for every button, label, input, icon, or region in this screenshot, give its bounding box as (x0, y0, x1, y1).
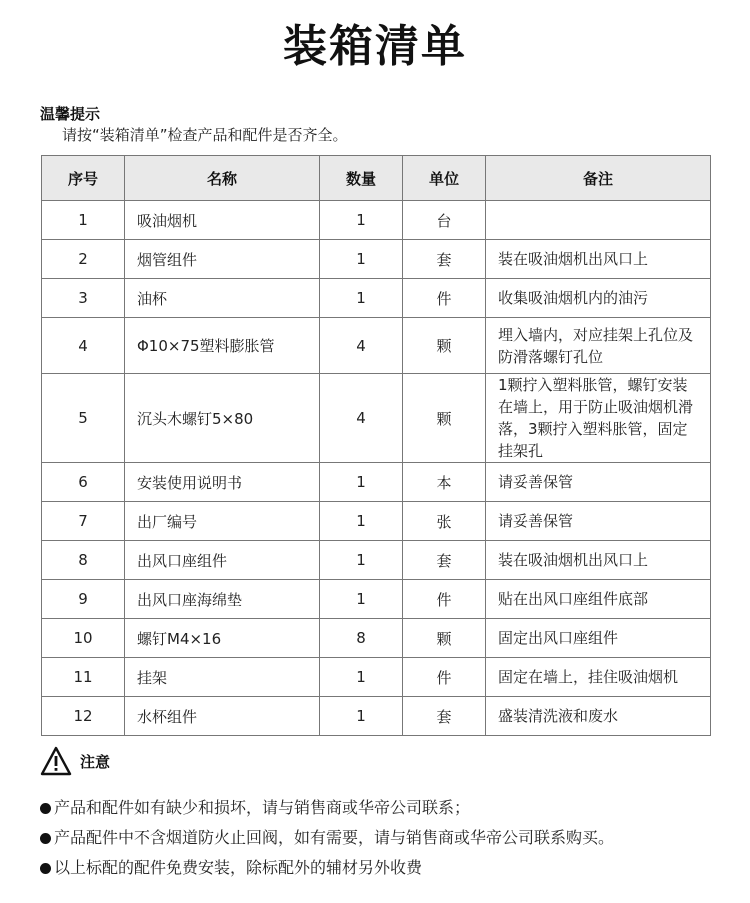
tip-text: 请按“装箱清单”检查产品和配件是否齐全。 (62, 126, 348, 144)
cell-unit: 件 (403, 658, 486, 697)
header-qty: 数量 (320, 156, 403, 201)
table-row (42, 541, 711, 580)
cell-note: 贴在出风口座组件底部 (486, 580, 711, 619)
cell-unit: 件 (403, 279, 486, 318)
cell-qty: 1 (320, 279, 403, 318)
list-item-text: 以上标配的配件免费安装，除标配外的辅材另外收费 (54, 858, 423, 877)
table-row (42, 697, 711, 736)
notice-list (40, 793, 614, 883)
cell-qty: 1 (320, 240, 403, 279)
cell-name: 出风口座海绵垫 (125, 580, 320, 619)
cell-name: 出风口座组件 (125, 541, 320, 580)
cell-no: 8 (42, 541, 125, 580)
cell-note: 装在吸油烟机出风口上 (486, 541, 711, 580)
warning-triangle-icon (40, 746, 72, 776)
table-row (42, 502, 711, 541)
cell-qty: 1 (320, 658, 403, 697)
cell-qty: 1 (320, 580, 403, 619)
header-unit: 单位 (403, 156, 486, 201)
table-row (42, 619, 711, 658)
table-header-row (42, 156, 711, 201)
cell-note (486, 201, 711, 240)
cell-qty: 4 (320, 374, 403, 463)
cell-note: 固定出风口座组件 (486, 619, 711, 658)
cell-no: 9 (42, 580, 125, 619)
cell-no: 1 (42, 201, 125, 240)
cell-note: 埋入墙内，对应挂架上孔位及防滑落螺钉孔位 (486, 318, 711, 374)
table-row (42, 374, 711, 463)
cell-no: 3 (42, 279, 125, 318)
cell-no: 4 (42, 318, 125, 374)
table-row (42, 240, 711, 279)
cell-note: 固定在墙上，挂住吸油烟机 (486, 658, 711, 697)
cell-note: 请妥善保管 (486, 463, 711, 502)
cell-unit: 台 (403, 201, 486, 240)
cell-note: 1颗拧入塑料胀管，螺钉安装在墙上，用于防止吸油烟机滑落，3颗拧入塑料胀管，固定挂架孔 (486, 374, 711, 463)
list-item-text: 产品和配件如有缺少和损坏，请与销售商或华帝公司联系； (54, 798, 471, 817)
header-no: 序号 (42, 156, 125, 201)
bullet-dot-icon (40, 833, 51, 844)
cell-no: 10 (42, 619, 125, 658)
cell-name: 安装使用说明书 (125, 463, 320, 502)
cell-unit: 套 (403, 697, 486, 736)
header-name: 名称 (125, 156, 320, 201)
bullet-dot-icon (40, 863, 51, 874)
cell-unit: 颗 (403, 318, 486, 374)
cell-note: 装在吸油烟机出风口上 (486, 240, 711, 279)
list-item (40, 793, 614, 823)
cell-name: 烟管组件 (125, 240, 320, 279)
cell-name: Φ10×75塑料膨胀管 (125, 318, 320, 374)
cell-unit: 套 (403, 240, 486, 279)
cell-name: 螺钉M4×16 (125, 619, 320, 658)
cell-no: 12 (42, 697, 125, 736)
cell-unit: 套 (403, 541, 486, 580)
cell-no: 7 (42, 502, 125, 541)
table-row (42, 279, 711, 318)
cell-qty: 1 (320, 541, 403, 580)
cell-note: 请妥善保管 (486, 502, 711, 541)
cell-qty: 4 (320, 318, 403, 374)
list-item (40, 853, 614, 883)
page-title: 装箱清单 (283, 21, 467, 72)
table-row (42, 201, 711, 240)
cell-no: 6 (42, 463, 125, 502)
notice-label: 注意 (80, 752, 111, 771)
notice-heading (40, 745, 110, 777)
cell-name: 水杯组件 (125, 697, 320, 736)
cell-qty: 1 (320, 502, 403, 541)
bullet-dot-icon (40, 803, 51, 814)
cell-no: 11 (42, 658, 125, 697)
cell-unit: 本 (403, 463, 486, 502)
cell-unit: 颗 (403, 619, 486, 658)
cell-unit: 件 (403, 580, 486, 619)
table-row (42, 658, 711, 697)
cell-note: 盛装清洗液和废水 (486, 697, 711, 736)
cell-name: 出厂编号 (125, 502, 320, 541)
cell-qty: 8 (320, 619, 403, 658)
cell-name: 油杯 (125, 279, 320, 318)
packing-list-table (41, 155, 711, 736)
cell-no: 2 (42, 240, 125, 279)
cell-note: 收集吸油烟机内的油污 (486, 279, 711, 318)
cell-qty: 1 (320, 201, 403, 240)
table-row (42, 463, 711, 502)
table-row (42, 580, 711, 619)
cell-no: 5 (42, 374, 125, 463)
cell-name: 吸油烟机 (125, 201, 320, 240)
header-note: 备注 (486, 156, 711, 201)
cell-name: 挂架 (125, 658, 320, 697)
cell-unit: 张 (403, 502, 486, 541)
cell-qty: 1 (320, 463, 403, 502)
table-row (42, 318, 711, 374)
list-item (40, 823, 614, 853)
cell-unit: 颗 (403, 374, 486, 463)
cell-name: 沉头木螺钉5×80 (125, 374, 320, 463)
tip-heading: 温馨提示 (40, 105, 101, 123)
cell-qty: 1 (320, 697, 403, 736)
list-item-text: 产品配件中不含烟道防火止回阀，如有需要，请与销售商或华帝公司联系购买。 (54, 828, 615, 847)
